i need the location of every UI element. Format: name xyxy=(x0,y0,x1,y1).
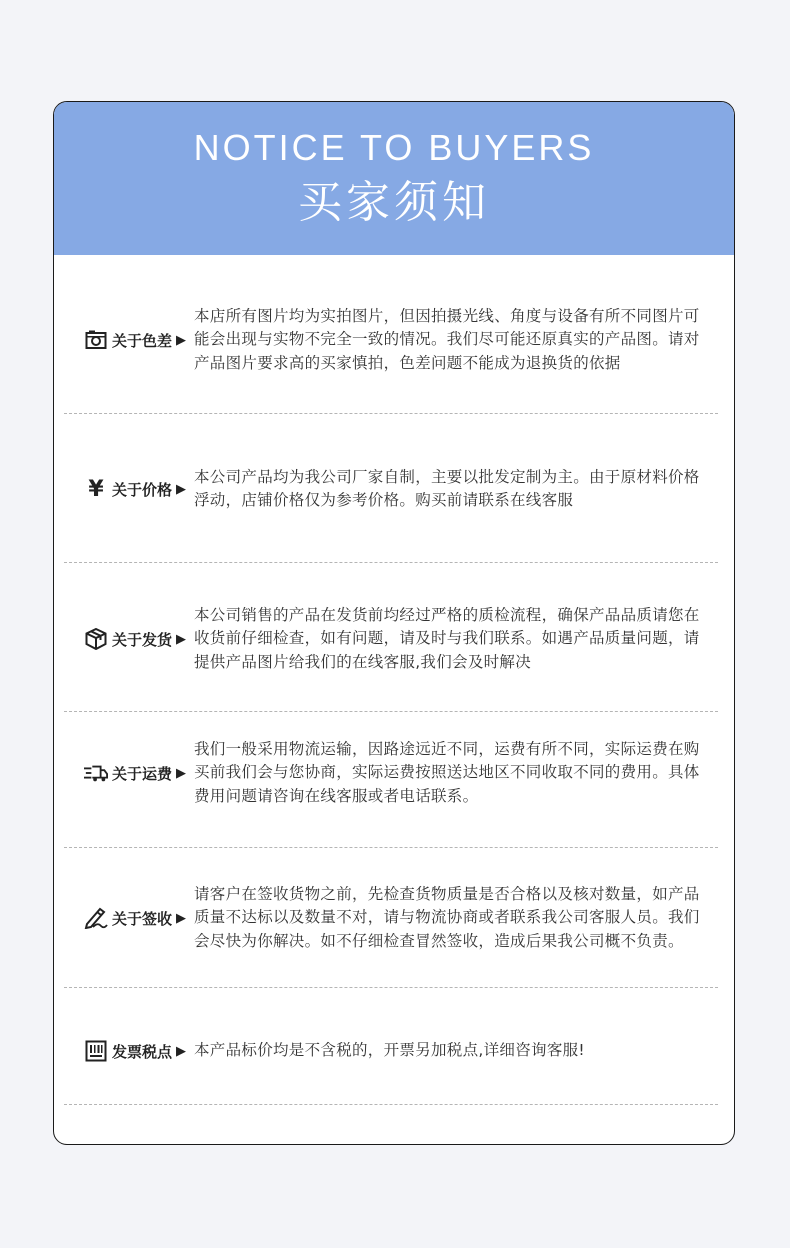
arrow-icon: ▶ xyxy=(176,481,186,497)
section-invoice-tax xyxy=(54,1037,734,1065)
notice-card xyxy=(53,101,735,1145)
arrow-icon: ▶ xyxy=(176,1043,186,1059)
divider xyxy=(64,562,718,563)
section-shipping xyxy=(54,601,734,677)
section-text: 本公司产品均为我公司厂家自制，主要以批发定制为主。由于原材料价格浮动，店铺价格仅为参考价格。购买前请联系在线客服 xyxy=(194,467,700,509)
section-label xyxy=(54,627,194,651)
divider xyxy=(64,1104,718,1105)
section-text: 本店所有图片均为实拍图片，但因拍摄光线、角度与设备有所不同图片可能会出现与实物不完全一致的情况。我们尽可能还原真实的产品图。请对产品图片要求高的买家慎拍，色差问题不能成为退换货的依据 xyxy=(194,306,700,372)
divider xyxy=(64,847,718,848)
section-label-text: 关于价格 xyxy=(111,480,172,499)
section-label xyxy=(54,761,194,785)
section-label-text: 关于签收 xyxy=(111,909,172,928)
section-price xyxy=(54,457,734,521)
section-text: 本公司销售的产品在发货前均经过严格的质检流程，确保产品品质请您在收货前仔细检查，如有问题，请及时与我们联系。如遇产品质量问题，请提供产品图片给我们的在线客服,我们会及时解决 xyxy=(194,605,700,671)
section-text: 本产品标价均是不含税的，开票另加税点,详细咨询客服! xyxy=(194,1041,585,1060)
camera-icon xyxy=(84,328,108,352)
title-cn: 买家须知 xyxy=(298,177,490,228)
section-label-text: 发票税点 xyxy=(111,1042,172,1061)
section-label-text: 关于发货 xyxy=(111,630,172,649)
divider xyxy=(64,711,718,712)
arrow-icon: ▶ xyxy=(176,332,186,348)
section-label xyxy=(54,906,194,930)
divider xyxy=(64,413,718,414)
signature-pen-icon xyxy=(84,906,108,930)
arrow-icon: ▶ xyxy=(176,631,186,647)
section-label xyxy=(54,1039,194,1063)
section-label-text: 关于色差 xyxy=(111,331,172,350)
title-en: NOTICE TO BUYERS xyxy=(193,127,595,168)
arrow-icon: ▶ xyxy=(176,910,186,926)
invoice-icon xyxy=(84,1039,108,1063)
package-icon xyxy=(84,627,108,651)
section-text: 请客户在签收货物之前，先检查货物质量是否合格以及核对数量，如产品质量不达标以及数量不对，请与物流协商或者联系我公司客服人员。我们会尽快为你解决。如不仔细检查冒然签收，造成后果我公司概不负责。 xyxy=(194,884,700,950)
section-color-difference xyxy=(54,290,734,390)
notice-header xyxy=(54,102,734,255)
section-text: 我们一般采用物流运输，因路途远近不同，运费有所不同，实际运费在购买前我们会与您协商，实际运费按照送达地区不同收取不同的费用。具体费用问题请咨询在线客服或者电话联系。 xyxy=(194,739,700,805)
yen-icon: ¥ xyxy=(88,476,104,502)
section-label xyxy=(54,328,194,352)
section-label xyxy=(54,477,194,501)
delivery-truck-icon xyxy=(84,761,108,785)
divider xyxy=(64,987,718,988)
section-label-text: 关于运费 xyxy=(111,764,172,783)
section-signing xyxy=(54,868,734,968)
section-freight xyxy=(54,735,734,811)
arrow-icon: ▶ xyxy=(176,765,186,781)
